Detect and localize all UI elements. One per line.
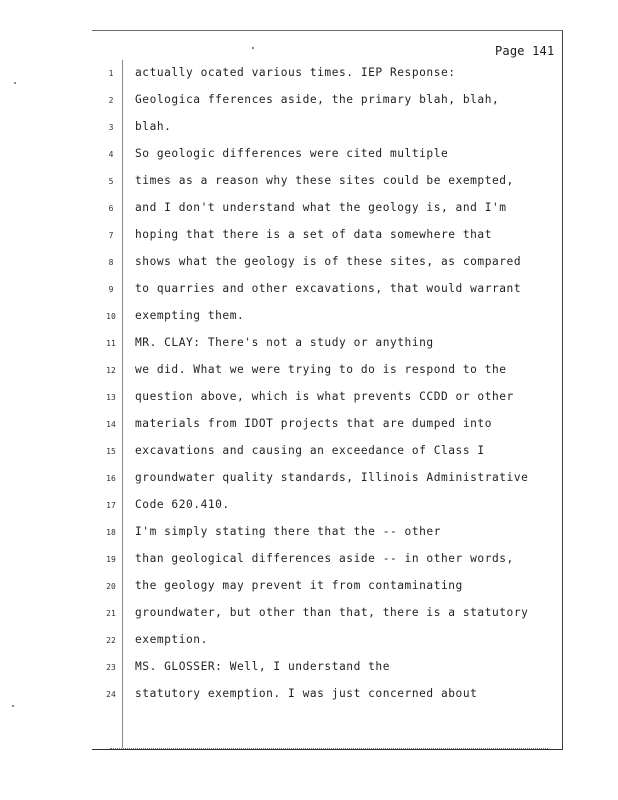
- line-text: shows what the geology is of these sites, as compared: [135, 255, 522, 268]
- line-text: question above, which is what prevents CCDD or other: [135, 390, 514, 403]
- line-number: 8: [108, 258, 114, 267]
- line-text: and I don't understand what the geology is, and I'm: [135, 201, 507, 214]
- scan-speck: [252, 47, 254, 49]
- transcript-line: [104, 579, 554, 599]
- line-text: MR. CLAY: There's not a study or anything: [135, 336, 434, 349]
- line-number: 22: [106, 636, 116, 645]
- transcript-line: [104, 417, 554, 437]
- line-number: 19: [106, 555, 116, 564]
- line-number: 9: [108, 285, 114, 294]
- transcript-line: [104, 390, 554, 410]
- line-number: 11: [106, 339, 116, 348]
- line-text: we did. What we were trying to do is respond to the: [135, 363, 507, 376]
- scan-speck: [12, 705, 14, 707]
- line-text: than geological differences aside -- in other words,: [135, 552, 514, 565]
- line-number: 13: [106, 393, 116, 402]
- transcript-line: [104, 309, 554, 329]
- line-text: times as a reason why these sites could be exempted,: [135, 174, 514, 187]
- line-number: 17: [106, 501, 116, 510]
- transcript-line: [104, 444, 554, 464]
- line-number: 4: [108, 150, 114, 159]
- line-number: 16: [106, 474, 116, 483]
- transcript-line: [104, 687, 554, 707]
- transcript-line: [104, 525, 554, 545]
- line-text: MS. GLOSSER: Well, I understand the: [135, 660, 390, 673]
- transcript-line: [104, 201, 554, 221]
- page-number: Page 141: [495, 44, 555, 58]
- transcript-line: [104, 606, 554, 626]
- line-number: 20: [106, 582, 116, 591]
- transcript-line: [104, 255, 554, 275]
- line-text: So geologic differences were cited multiple: [135, 147, 449, 160]
- line-text: actually ocated various times. IEP Response:: [135, 66, 456, 79]
- line-number: 15: [106, 447, 116, 456]
- transcript-line: [104, 147, 554, 167]
- transcript-line: [104, 336, 554, 356]
- transcript-line: [104, 228, 554, 248]
- line-text: excavations and causing an exceedance of Class I: [135, 444, 485, 457]
- transcript-line: [104, 66, 554, 86]
- transcript-line: [104, 552, 554, 572]
- transcript-line: [104, 93, 554, 113]
- line-text: groundwater, but other than that, there is a statutory: [135, 606, 529, 619]
- line-number: 7: [108, 231, 114, 240]
- transcript-line: [104, 120, 554, 140]
- line-text: materials from IDOT projects that are dumped into: [135, 417, 492, 430]
- line-text: Code 620.410.: [135, 498, 230, 511]
- line-number: 14: [106, 420, 116, 429]
- line-text: exempting them.: [135, 309, 245, 322]
- line-text: to quarries and other excavations, that would warrant: [135, 282, 522, 295]
- line-number: 24: [106, 690, 116, 699]
- footer-scan-noise: [110, 748, 548, 750]
- line-text: blah.: [135, 120, 172, 133]
- line-number: 10: [106, 312, 116, 321]
- transcript-line: [104, 282, 554, 302]
- transcript-line: [104, 498, 554, 518]
- line-number: 6: [108, 204, 114, 213]
- line-text: Geologica fferences aside, the primary blah, blah,: [135, 93, 500, 106]
- transcript-line: [104, 174, 554, 194]
- line-number: 2: [108, 96, 114, 105]
- line-number: 1: [108, 69, 114, 78]
- transcript-line: [104, 471, 554, 491]
- line-text: hoping that there is a set of data somewhere that: [135, 228, 492, 241]
- transcript-line: [104, 660, 554, 680]
- line-text: I'm simply stating there that the -- other: [135, 525, 441, 538]
- line-text: groundwater quality standards, Illinois Administrative: [135, 471, 529, 484]
- line-text: statutory exemption. I was just concerned about: [135, 687, 478, 700]
- line-number: 18: [106, 528, 116, 537]
- line-number: 12: [106, 366, 116, 375]
- line-text: exemption.: [135, 633, 208, 646]
- line-number: 21: [106, 609, 116, 618]
- line-text: the geology may prevent it from contaminating: [135, 579, 463, 592]
- transcript-line: [104, 633, 554, 653]
- line-number: 23: [106, 663, 116, 672]
- transcript-line: [104, 363, 554, 383]
- scan-speck: [14, 82, 16, 84]
- line-number: 3: [108, 123, 114, 132]
- line-number: 5: [108, 177, 114, 186]
